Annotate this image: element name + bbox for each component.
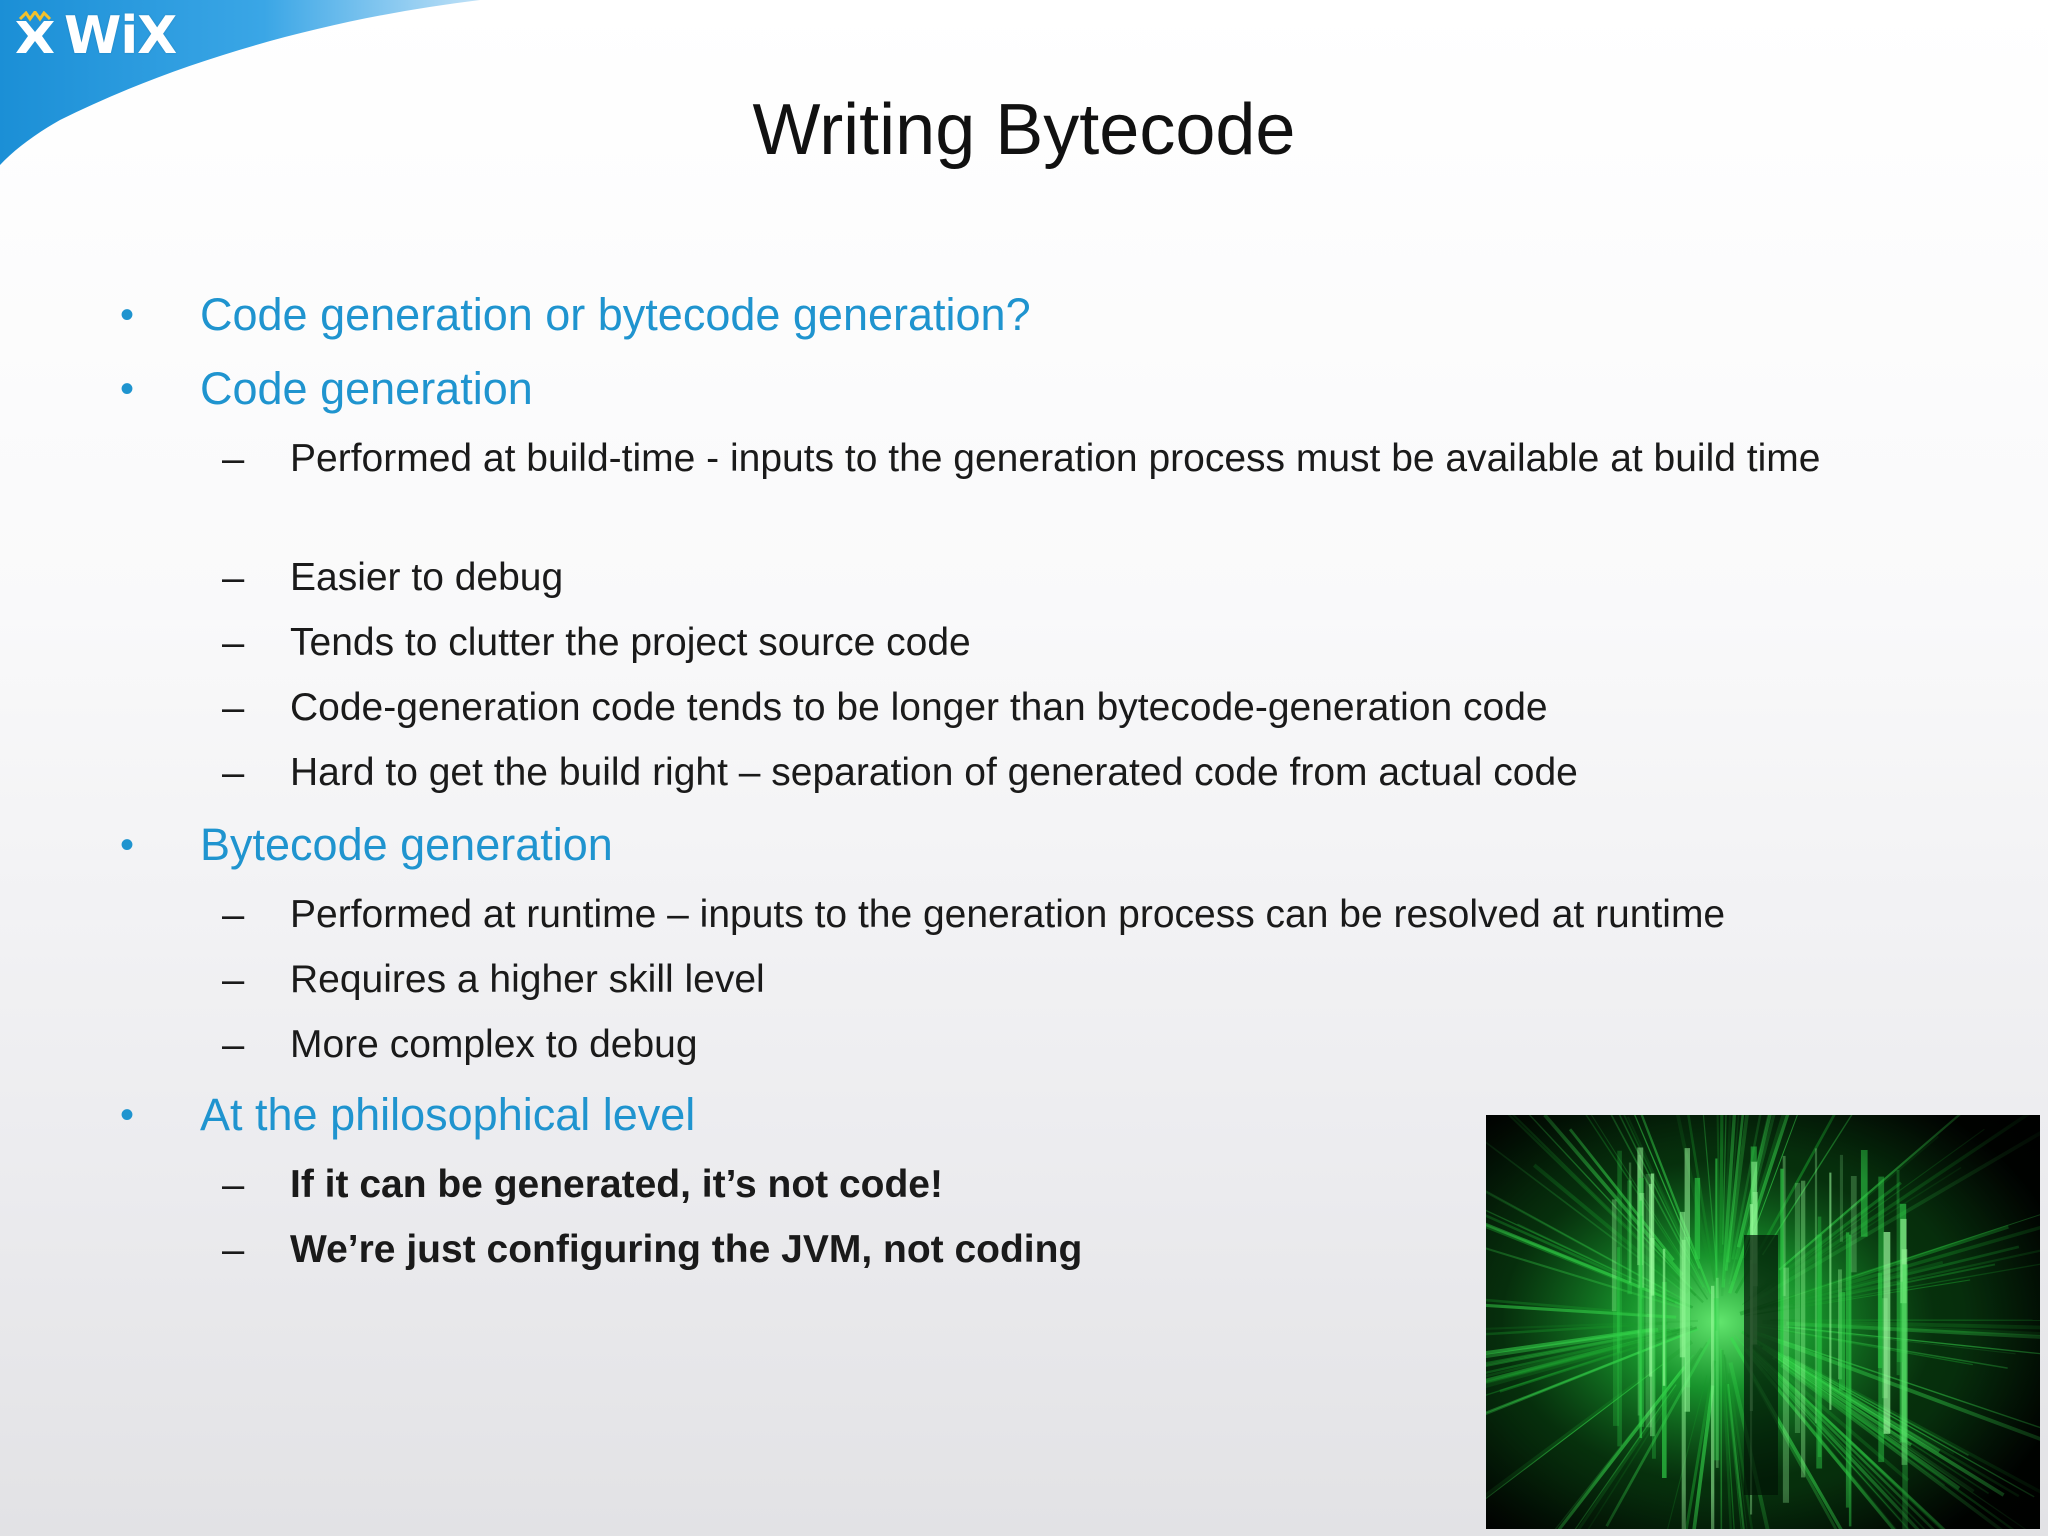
bullet-text: Code generation or bytecode generation? [200,289,1031,340]
sub-item-text: Hard to get the build right – separation of generated code from actual code [290,751,1578,794]
dash-marker: – [222,893,245,937]
dash-marker: – [222,958,245,1002]
sub-item-text: Requires a higher skill level [290,958,765,1001]
wix-logo [10,6,176,66]
bullet-text: Code generation [200,363,533,414]
dash-marker: – [222,1228,245,1272]
dash-marker: – [222,751,245,795]
bullet-text: At the philosophical level [200,1089,696,1140]
bullet-dot: • [120,823,135,867]
dash-marker: – [222,1023,245,1067]
bullet-dot: • [120,367,135,411]
dash-marker: – [222,437,245,481]
sub-item-text: If it can be generated, it’s not code! [290,1163,943,1206]
bullet-dot: • [120,293,135,337]
slide-title: Writing Bytecode [752,90,1296,170]
matrix-code-image [1486,1115,2040,1529]
dash-marker: – [222,686,245,730]
sub-item-text: Easier to debug [290,556,564,599]
dash-marker: – [222,1163,245,1207]
wix-crown-icon [10,11,60,61]
sub-item-text: More complex to debug [290,1023,698,1066]
dash-marker: – [222,621,245,665]
sub-item-text: Tends to clutter the project source code [290,621,971,664]
bullet-dot: • [120,1093,135,1137]
sub-item-text: Performed at build-time - inputs to the generation process must be available at build time [290,437,1821,480]
sub-item-text: Performed at runtime – inputs to the generation process can be resolved at runtime [290,893,1726,936]
logo-text: WiX [64,6,177,66]
dash-marker: – [222,556,245,600]
sub-item-text: We’re just configuring the JVM, not coding [290,1228,1083,1271]
bullet-text: Bytecode generation [200,819,613,870]
sub-item-text: Code-generation code tends to be longer than bytecode-generation code [290,686,1548,729]
